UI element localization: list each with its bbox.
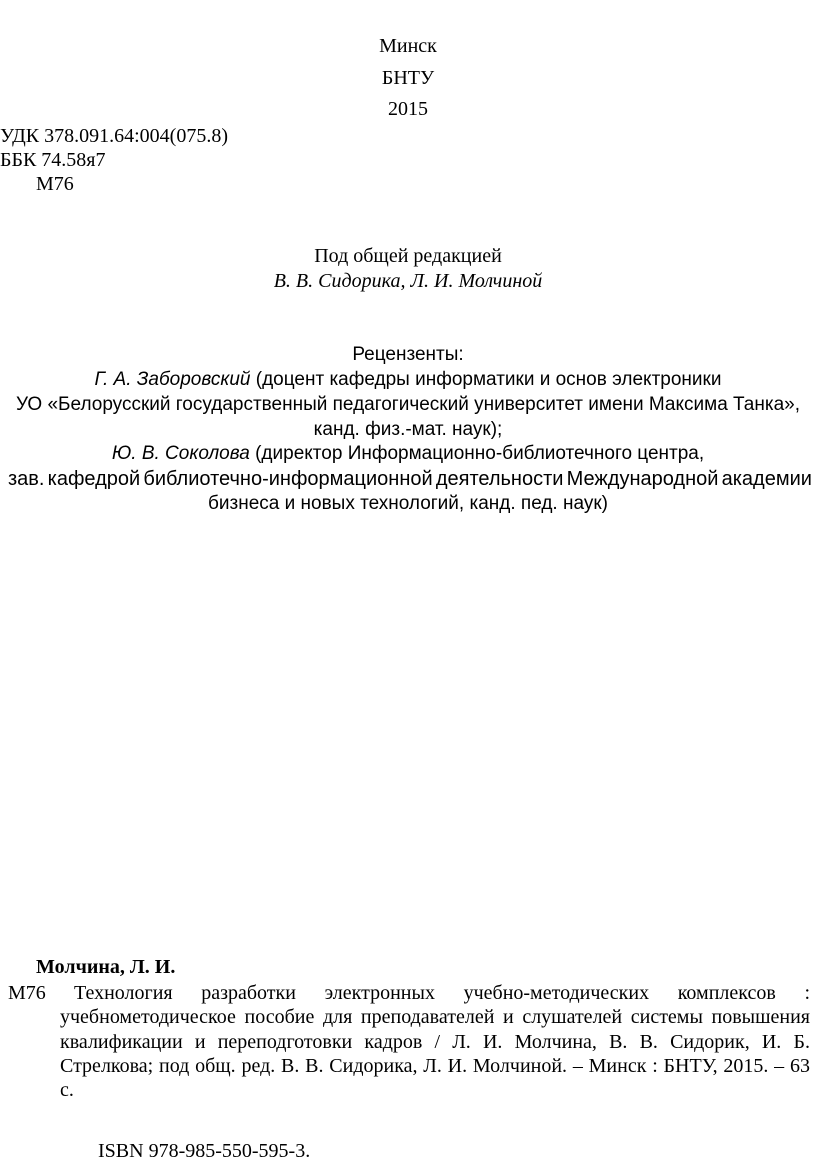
word: зав. bbox=[8, 468, 45, 490]
isbn: ISBN 978-985-550-595-3. bbox=[98, 1140, 311, 1162]
word: для bbox=[322, 1006, 353, 1028]
reviewer-1-name: Г. А. Заборовский bbox=[94, 369, 251, 390]
word: академии bbox=[721, 468, 812, 490]
year: 2015 bbox=[388, 98, 428, 120]
reviewer-1-desc: (доцент кафедры информатики и основ электроники bbox=[250, 369, 722, 390]
word: Л. bbox=[423, 1055, 442, 1077]
word: учебнометодическое bbox=[60, 1006, 236, 1028]
word: И. bbox=[447, 1055, 468, 1077]
reviewer-2-position bbox=[8, 467, 812, 491]
city: Минск bbox=[379, 35, 437, 57]
word: Сидорика, bbox=[329, 1055, 418, 1077]
word: повышения bbox=[711, 1006, 810, 1028]
bib-author: Молчина, Л. И. bbox=[36, 956, 176, 978]
word: : bbox=[804, 982, 810, 1004]
word: Международной bbox=[566, 468, 719, 490]
reviewer-1-affiliation: УО «Белорусский государственный педагогический университет имени Максима Танка», bbox=[15, 394, 801, 415]
word: Стрелкова; bbox=[60, 1055, 154, 1077]
word: и bbox=[503, 1006, 514, 1028]
word: системы bbox=[630, 1006, 703, 1028]
word: кадров bbox=[364, 1031, 423, 1053]
word: электронных bbox=[324, 982, 435, 1004]
reviewer-2-name: Ю. В. Соколова bbox=[111, 443, 250, 464]
bbk-code: ББК 74.58я7 bbox=[0, 149, 106, 171]
word: под bbox=[159, 1055, 190, 1077]
reviewer-2 bbox=[0, 442, 816, 466]
word: пособие bbox=[244, 1006, 315, 1028]
word: 2015. bbox=[723, 1055, 769, 1077]
word: и bbox=[194, 1031, 206, 1053]
word: учебно-методических bbox=[463, 982, 650, 1004]
bib-code: М76 bbox=[8, 982, 46, 1004]
word: Молчиной. bbox=[472, 1055, 568, 1077]
word: комплексов bbox=[677, 982, 776, 1004]
word: переподготовки bbox=[217, 1031, 353, 1053]
word: слушателей bbox=[522, 1006, 623, 1028]
word: Л. bbox=[452, 1031, 471, 1053]
author-mark: М76 bbox=[36, 173, 74, 195]
word: квалификации bbox=[60, 1031, 183, 1053]
word: кафедрой bbox=[47, 468, 141, 490]
word: – bbox=[572, 1055, 583, 1077]
bib-line-5: с. bbox=[60, 1079, 74, 1101]
word: И. bbox=[761, 1031, 782, 1053]
word: библиотечно-информационной bbox=[143, 468, 433, 490]
udk-code: УДК 378.091.64:004(075.8) bbox=[0, 125, 228, 147]
bib-line-2 bbox=[60, 1005, 810, 1029]
word: В. bbox=[281, 1055, 300, 1077]
word: Б. bbox=[793, 1031, 810, 1053]
word: В. bbox=[305, 1055, 324, 1077]
word: : bbox=[652, 1055, 658, 1077]
word: И. bbox=[482, 1031, 503, 1053]
reviewer-2-affiliation: бизнеса и новых технологий, канд. пед. наук) bbox=[208, 493, 608, 514]
word: В. bbox=[609, 1031, 628, 1053]
word: В. bbox=[639, 1031, 658, 1053]
word: деятельности bbox=[435, 468, 564, 490]
word: – bbox=[774, 1055, 785, 1077]
word: общ. bbox=[195, 1055, 236, 1077]
word: Технология bbox=[74, 982, 173, 1004]
editors-names: В. В. Сидорика, Л. И. Молчиной bbox=[273, 270, 543, 292]
word: БНТУ, bbox=[663, 1055, 718, 1077]
bib-line-3 bbox=[60, 1030, 810, 1054]
bib-line-1 bbox=[74, 981, 810, 1005]
word: Минск bbox=[588, 1055, 647, 1077]
word: преподавателей bbox=[360, 1006, 495, 1028]
word: Сидорик, bbox=[670, 1031, 750, 1053]
reviewer-1 bbox=[0, 368, 816, 392]
word: Молчина, bbox=[514, 1031, 597, 1053]
reviewer-1-degree: канд. физ.-мат. наук); bbox=[313, 419, 503, 440]
word: ред. bbox=[241, 1055, 276, 1077]
editors-label: Под общей редакцией bbox=[314, 245, 502, 267]
reviewer-2-desc: (директор Информационно-библиотечного центра, bbox=[249, 443, 705, 464]
reviewers-label: Рецензенты: bbox=[352, 344, 464, 365]
word: 63 bbox=[789, 1055, 810, 1077]
word: разработки bbox=[201, 982, 296, 1004]
publisher: БНТУ bbox=[381, 67, 435, 89]
bib-line-4 bbox=[60, 1054, 810, 1078]
word: / bbox=[434, 1031, 441, 1053]
